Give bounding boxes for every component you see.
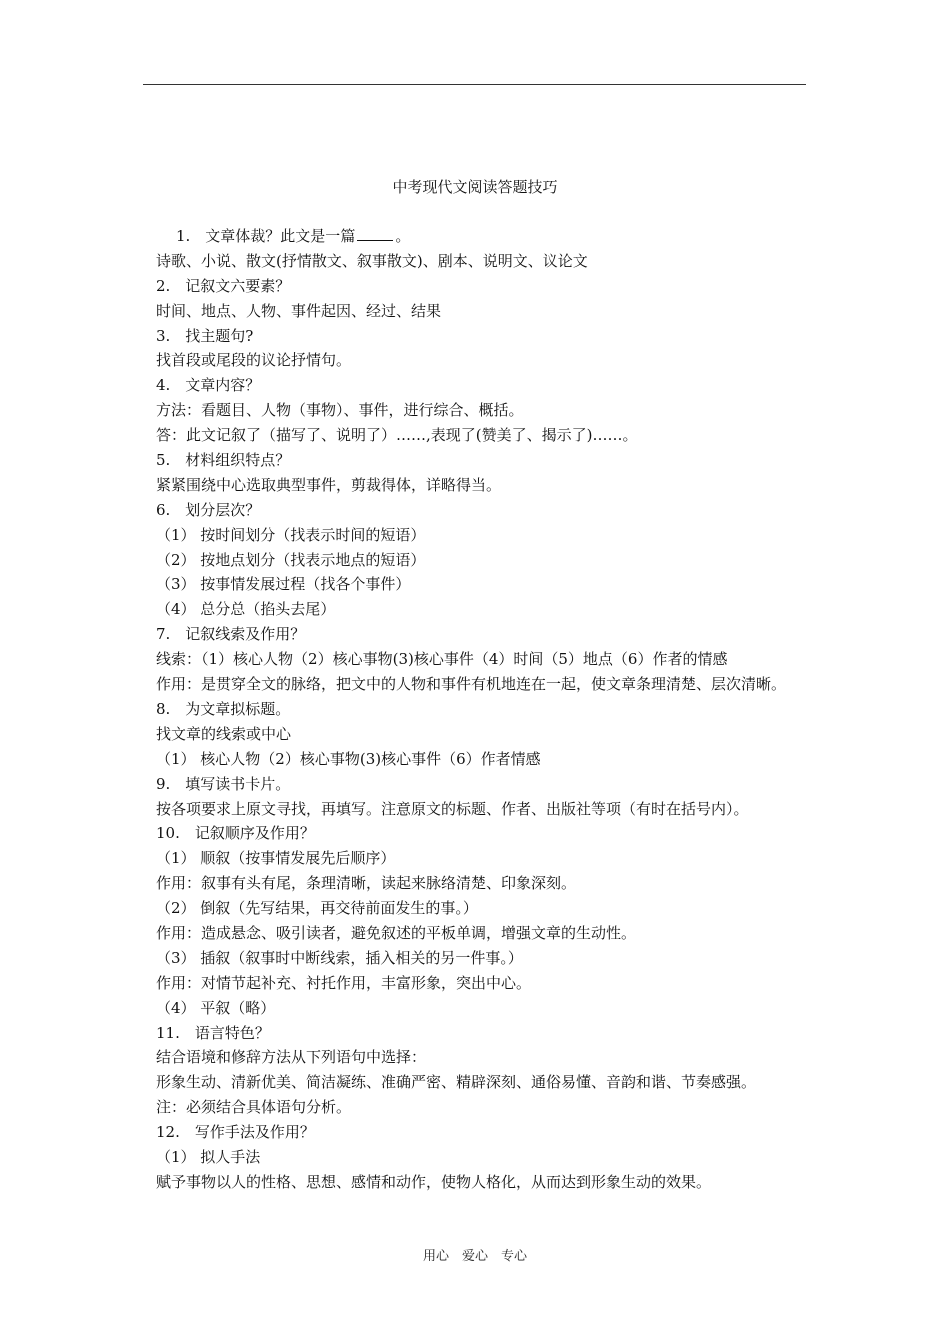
text-line: 方法：看题目、人物（事物）、事件，进行综合、概括。 xyxy=(156,401,524,420)
text-paragraph: 作用：是贯穿全文的脉络，把文中的人物和事件有机地连在一起，使文章条理清楚、层次清晰。 xyxy=(156,675,787,694)
text-line: 作用：造成悬念、吸引读者，避免叙述的平板单调，增强文章的生动性。 xyxy=(156,923,637,942)
text-line: 诗歌、小说、散文(抒情散文、叙事散文)、剧本、说明文、议论文 xyxy=(156,251,588,270)
list-item: （4） 总分总（掐头去尾） xyxy=(156,600,336,619)
text-line: 线索：（1）核心人物（2）核心事物(3)核心事件（4）时间（5）地点（6）作者的情感 xyxy=(156,650,728,669)
question-heading: 11. 语言特色？ xyxy=(156,1023,270,1042)
text-line: 作用：对情节起补充、衬托作用，丰富形象，突出中心。 xyxy=(156,973,532,992)
question-heading: 2. 记叙文六要素？ xyxy=(156,276,291,295)
question-heading: 3. 找主题句? xyxy=(156,326,254,345)
text-line: 形象生动、清新优美、简洁凝练、准确严密、精辟深刻、通俗易懂、音韵和谐、节奏感强。 xyxy=(156,1073,757,1092)
question-heading: 4. 文章内容？ xyxy=(156,376,261,395)
question-heading: 6. 划分层次？ xyxy=(156,500,261,519)
question-1-line xyxy=(143,224,815,249)
question-heading: 7. 记叙线索及作用？ xyxy=(156,625,306,644)
list-item: （1） 核心人物（2）核心事物(3)核心事件（6）作者情感 xyxy=(156,749,541,768)
question-heading: 5. 材料组织特点？ xyxy=(156,451,291,470)
list-item: （3） 插叙（叙事时中断线索，插入相关的另一件事。） xyxy=(156,948,523,967)
document-body xyxy=(143,224,815,1195)
question-1-tail: 。 xyxy=(395,227,411,245)
text-line: 结合语境和修辞方法从下列语句中选择： xyxy=(156,1048,427,1067)
list-item: （3） 按事情发展过程（找各个事件） xyxy=(156,575,411,594)
text-line: 找文章的线索或中心 xyxy=(156,724,292,743)
list-item: （1） 顺叙（按事情发展先后顺序） xyxy=(156,849,396,868)
list-item: （4） 平叙（略） xyxy=(156,998,276,1017)
text-line: 作用：叙事有头有尾，条理清晰，读起来脉络清楚、印象深刻。 xyxy=(156,874,577,893)
list-item: （1） 按时间划分（找表示时间的短语） xyxy=(156,525,426,544)
list-item: （2） 按地点划分（找表示地点的短语） xyxy=(156,550,426,569)
list-item: （1） 拟人手法 xyxy=(156,1147,261,1166)
answer-blank xyxy=(357,226,393,241)
question-1-text: 1. 文章体裁？此文是一篇 xyxy=(176,227,356,245)
question-heading: 9. 填写读书卡片。 xyxy=(156,774,291,793)
text-line: 按各项要求上原文寻找，再填写。注意原文的标题、作者、出版社等项（有时在括号内）。 xyxy=(156,799,749,818)
question-heading: 8. 为文章拟标题。 xyxy=(156,699,291,718)
text-line: 时间、地点、人物、事件起因、经过、结果 xyxy=(156,301,442,320)
text-line: 赋予事物以人的性格、思想、感情和动作，使物人格化，从而达到形象生动的效果。 xyxy=(156,1172,712,1191)
list-item: （2） 倒叙（先写结果，再交待前面发生的事。） xyxy=(156,899,478,918)
page-footer: 用心 爱心 专心 xyxy=(422,1249,527,1264)
text-line: 注：必须结合具体语句分析。 xyxy=(156,1098,352,1117)
text-line: 紧紧围绕中心选取典型事件，剪裁得体，详略得当。 xyxy=(156,475,502,494)
document-title: 中考现代文阅读答题技巧 xyxy=(392,178,558,196)
header-rule xyxy=(143,84,806,85)
question-heading: 12. 写作手法及作用？ xyxy=(156,1123,315,1142)
question-heading: 10. 记叙顺序及作用？ xyxy=(156,824,315,843)
text-line: 答：此文记叙了（描写了、说明了）……,表现了(赞美了、揭示了)……。 xyxy=(156,426,638,445)
text-line: 找首段或尾段的议论抒情句。 xyxy=(156,351,352,370)
